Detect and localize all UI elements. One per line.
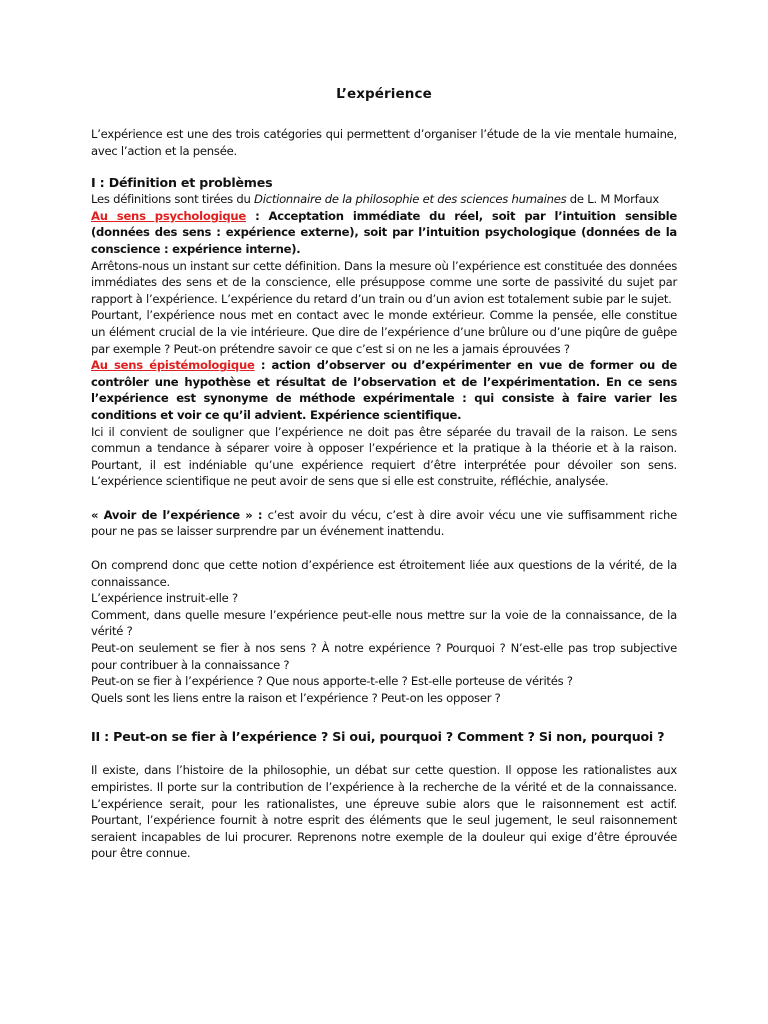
source-prefix: Les définitions sont tirées du: [91, 192, 255, 207]
sense-psychological-definition: : Acceptation immédiate du réel, soit par l’intuition sensible (données des sens : expérience externe), soit par l’intuition psychologique (données de la conscience : expérience interne).: [91, 208, 677, 256]
definition-psychological: [91, 208, 677, 258]
intro-paragraph: L’expérience est une des trois catégories qui permettent d’organiser l’étude de la vie mentale humaine, avec l’action et la pensée.: [91, 127, 677, 158]
questions-intro: On comprend donc que cette notion d’expérience est étroitement liée aux questions de la vérité, de la connaissance.: [91, 558, 677, 589]
question-2: Comment, dans quelle mesure l’expérience peut-elle nous mettre sur la voie de la connaissance, de la vérité ?: [91, 607, 677, 639]
paragraph-passivity: Arrêtons-nous un instant sur cette définition. Dans la mesure où l’expérience est constituée des données immédiates des sens et de la conscience, elle présuppose comme une sorte de passivité du sujet par rapport à l’expérience. L’expérience du retard d’un train ou d’un avion est totalement subie par le sujet.: [91, 258, 677, 306]
avoir-experience-label: « Avoir de l’expérience » :: [91, 507, 268, 522]
paragraph-debate: Il existe, dans l’histoire de la philosophie, un débat sur cette question. Il oppose les rationalistes aux empiristes. Il porte sur la contribution de l’expérience à la recherche de la vérité et de la connaissance. L’expérience serait, pour les rationalistes, une épreuve subie alors que le raisonnement est actif. Pourtant, l’expérience fournit à notre esprit des éléments que le seul jugement, le seul raisonnement seraient incapables de lui procurer. Reprenons notre exemple de la douleur qui exige d’être éprouvée pour être connue.: [91, 763, 677, 861]
section-2-heading: II : Peut-on se fier à l’expérience ? Si oui, pourquoi ? Comment ? Si non, pourquoi ?: [91, 729, 665, 745]
question-4: Peut-on se fier à l’expérience ? Que nous apporte-t-elle ? Est-elle porteuse de vérités ?: [91, 674, 573, 689]
paragraph-reason: Ici il convient de souligner que l’expérience ne doit pas être séparée du travail de la raison. Le sens commun a tendance à séparer voire à opposer l’expérience et la pratique à la théorie et à la raison. Pourtant, il est indéniable qu’une expérience requiert d’être interprétée pour dévoiler son sens. L’expérience scientifique ne peut avoir de sens que si elle est construite, réfléchie, analysée.: [91, 424, 677, 489]
paragraph-avoir-experience: [91, 507, 677, 540]
source-line: [91, 191, 677, 208]
source-suffix: de L. M Morfaux: [566, 192, 660, 207]
sense-psychological-label: Au sens psychologique: [91, 208, 247, 223]
document-title: L’expérience: [336, 86, 432, 102]
question-5: Quels sont les liens entre la raison et l’expérience ? Peut-on les opposer ?: [91, 690, 501, 705]
definition-epistemological: [91, 357, 677, 423]
sense-epistemological-label: Au sens épistémologique: [91, 358, 255, 373]
source-title: Dictionnaire de la philosophie et des sciences humaines: [254, 192, 567, 207]
sense-epistemological-definition: : action d’observer ou d’expérimenter en vue de former ou de contrôler une hypothèse et résultat de l’observation et de l’expérimentation. En ce sens l’expérience est synonyme de méthode expérimentale : qui consiste à faire varier les conditions et voir ce qu’il advient. Expérience scientifique.: [91, 358, 677, 422]
question-1: L’expérience instruit-elle ?: [91, 591, 238, 606]
avoir-experience-text: c’est avoir du vécu, c’est à dire avoir vécu une vie suffisamment riche pour ne pas se laisser surprendre par un événement inattendu.: [91, 507, 677, 539]
section-1-heading: I : Définition et problèmes: [91, 175, 273, 191]
question-3: Peut-on seulement se fier à nos sens ? À notre expérience ? Pourquoi ? N’est-elle pas trop subjective pour contribuer à la connaissance ?: [91, 641, 677, 672]
paragraph-contact-world: Pourtant, l’expérience nous met en contact avec le monde extérieur. Comme la pensée, elle constitue un élément crucial de la vie intérieure. Que dire de l’expérience d’une brûlure ou d’une piqûre de guêpe par exemple ? Peut-on prétendre savoir ce que c’est si on ne les a jamais éprouvées ?: [91, 308, 677, 356]
